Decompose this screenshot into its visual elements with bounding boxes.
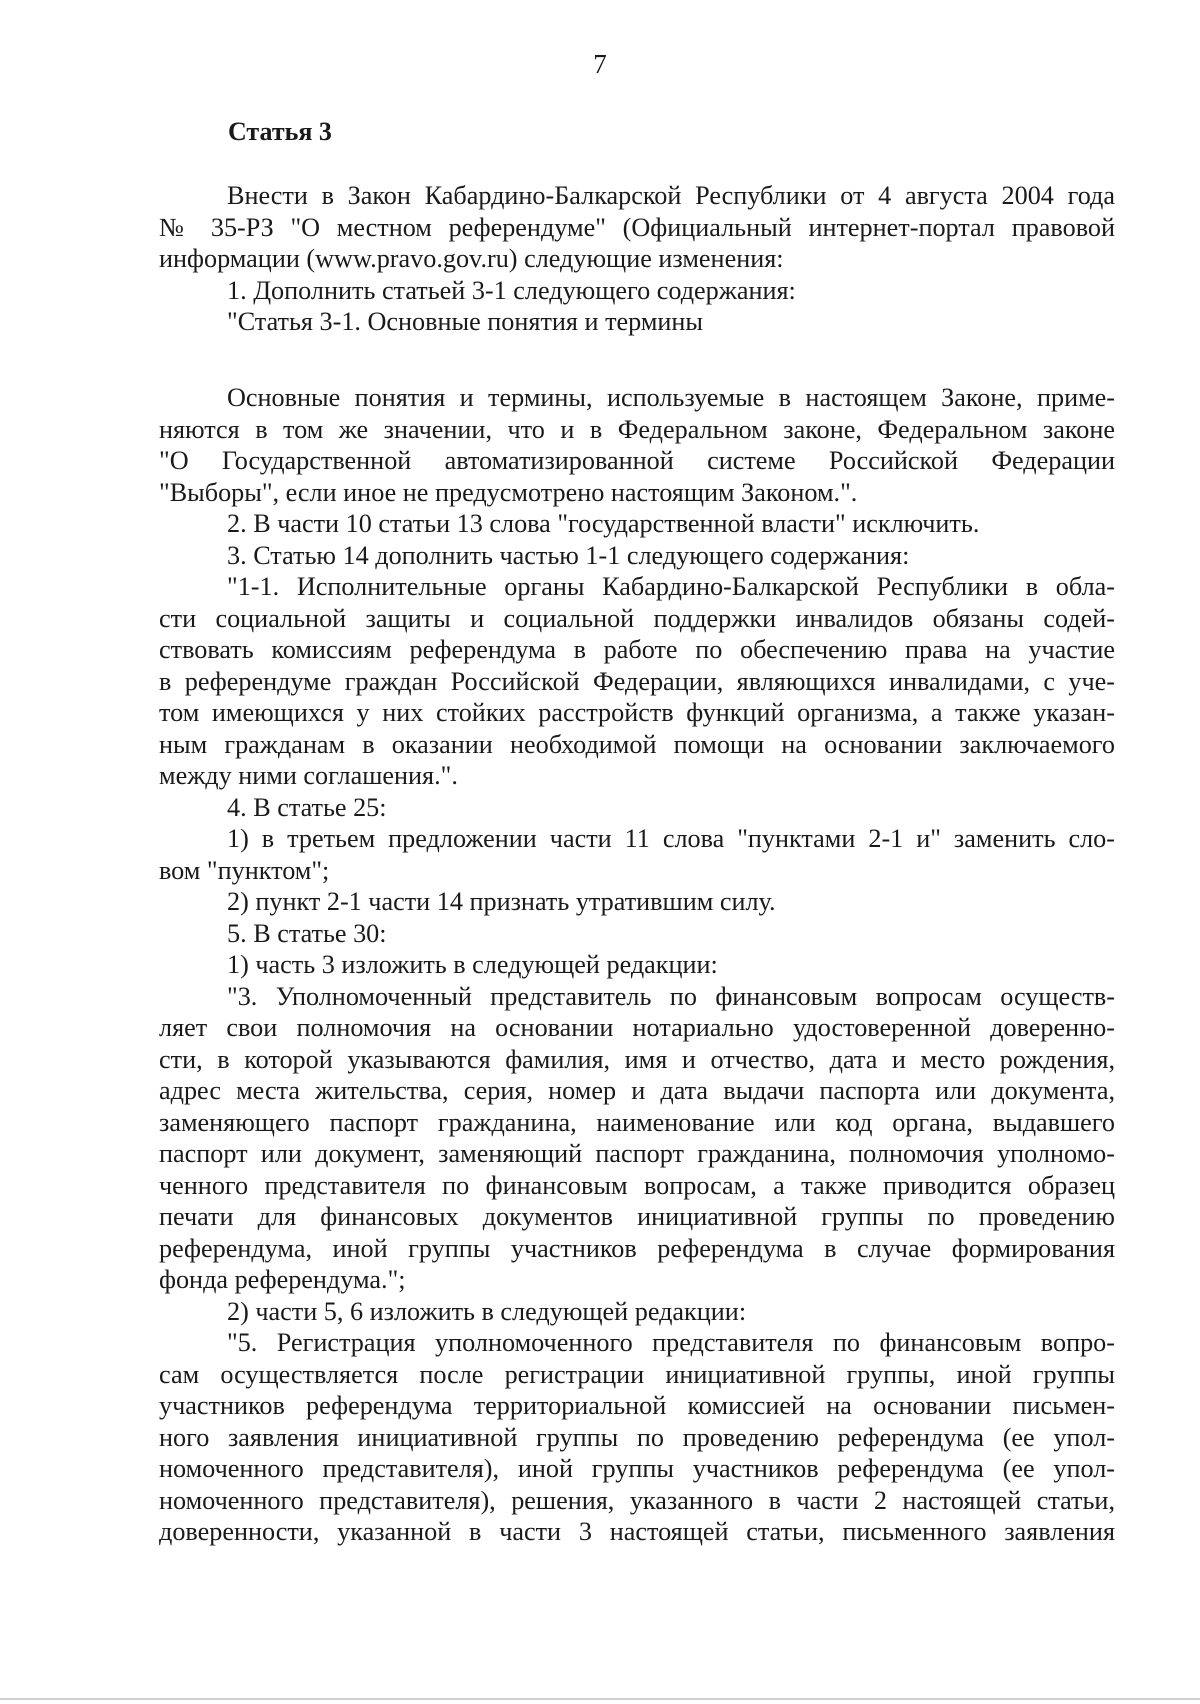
text-line: паспорт или документ, заменяющий паспорт гражданина, полномочия уполномо- [159, 1139, 1115, 1168]
main-paragraphs [159, 382, 1115, 1548]
page-number: 7 [593, 49, 607, 79]
text-line: 5. В статье 30: [227, 918, 387, 948]
text-line: сти, в которой указываются фамилия, имя и отчество, дата и место рождения, [159, 1044, 1115, 1074]
text-line: сам осуществляется после регистрации инициативной группы, иной группы [159, 1359, 1115, 1389]
text-line: "Выборы", если иное не предусмотрено настоящим Законом.". [159, 477, 858, 507]
text-line: ным гражданам в оказании необходимой помощи на основании заключаемого [159, 729, 1115, 759]
scan-edge-divider [0, 1698, 1200, 1700]
text-line: заменяющего паспорт гражданина, наименование или код органа, выдавшего [159, 1107, 1115, 1137]
text-line: том имеющихся у них стойких расстройств функций организма, а также указан- [159, 698, 1115, 727]
text-line: ствовать комиссиям референдума в работе по обеспечению права на участие [159, 635, 1115, 664]
text-line: сти социальной защиты и социальной поддержки инвалидов обязаны содей- [159, 603, 1115, 633]
text-line: "Статья 3-1. Основные понятия и термины [227, 307, 704, 336]
text-line: "1-1. Исполнительные органы Кабардино-Балкарской Республики в обла- [227, 572, 1115, 601]
text-line: 4. В статье 25: [227, 792, 387, 822]
text-line: доверенности, указанной в части 3 настоящей статьи, письменного заявления [159, 1517, 1115, 1546]
text-line: 1. Дополнить статьей 3-1 следующего содержания: [227, 275, 796, 305]
text-line: Основные понятия и термины, используемые в настоящем Законе, приме- [227, 383, 1115, 412]
text-line: референдума, иной группы участников референдума в случае формирования [159, 1233, 1115, 1263]
text-line: 1) в третьем предложении части 11 слова "пунктами 2-1 и" заменить сло- [227, 824, 1115, 853]
text-line: 3. Статью 14 дополнить частью 1-1 следующего содержания: [227, 540, 910, 570]
text-line: 1) часть 3 изложить в следующей редакции: [227, 950, 718, 979]
text-line: печати для финансовых документов инициативной группы по проведению [159, 1202, 1115, 1231]
text-line: номоченного представителя), решения, указанного в части 2 настоящей статьи, [159, 1485, 1115, 1515]
text-line: адрес места жительства, серия, номер и дата выдачи паспорта или документа, [159, 1076, 1115, 1105]
text-line: 2) пункт 2-1 части 14 признать утратившим силу. [227, 887, 776, 916]
text-line: 2. В части 10 статьи 13 слова "государственной власти" исключить. [227, 509, 980, 538]
article-heading: Статья 3 [228, 117, 332, 146]
text-line: Внести в Закон Кабардино-Балкарской Республики от 4 августа 2004 года [227, 181, 1115, 210]
text-line: "3. Уполномоченный представитель по финансовым вопросам осуществ- [227, 981, 1115, 1011]
text-line: между ними соглашения.". [159, 761, 458, 790]
text-line: участников референдума территориальной комиссией на основании письмен- [159, 1391, 1115, 1420]
text-line: вом "пунктом"; [159, 855, 330, 885]
text-line: в референдуме граждан Российской Федерации, являющихся инвалидами, с уче- [159, 666, 1115, 696]
text-line: няются в том же значении, что и в Федеральном законе, Федеральном законе [159, 414, 1115, 444]
text-line: № 35-РЗ "О местном референдуме" (Официальный интернет-портал правовой [159, 212, 1115, 242]
text-line: номоченного представителя), иной группы участников референдума (ее упол- [159, 1454, 1115, 1483]
text-line: ного заявления инициативной группы по проведению референдума (ее упол- [159, 1422, 1115, 1452]
text-line: ляет свои полномочия на основании нотариально удостоверенной доверенно- [159, 1013, 1115, 1042]
text-line: ченного представителя по финансовым вопросам, а также приводится образец [159, 1170, 1115, 1200]
text-line: "О Государственной автоматизированной системе Российской Федерации [159, 446, 1115, 475]
text-line: информации (www.pravo.gov.ru) следующие изменения: [159, 244, 784, 273]
text-line: фонда референдума."; [159, 1265, 406, 1294]
intro-paragraphs [159, 180, 1115, 338]
text-line: 2) части 5, 6 изложить в следующей редакции: [227, 1296, 747, 1326]
text-line: "5. Регистрация уполномоченного представителя по финансовым вопро- [227, 1328, 1115, 1357]
